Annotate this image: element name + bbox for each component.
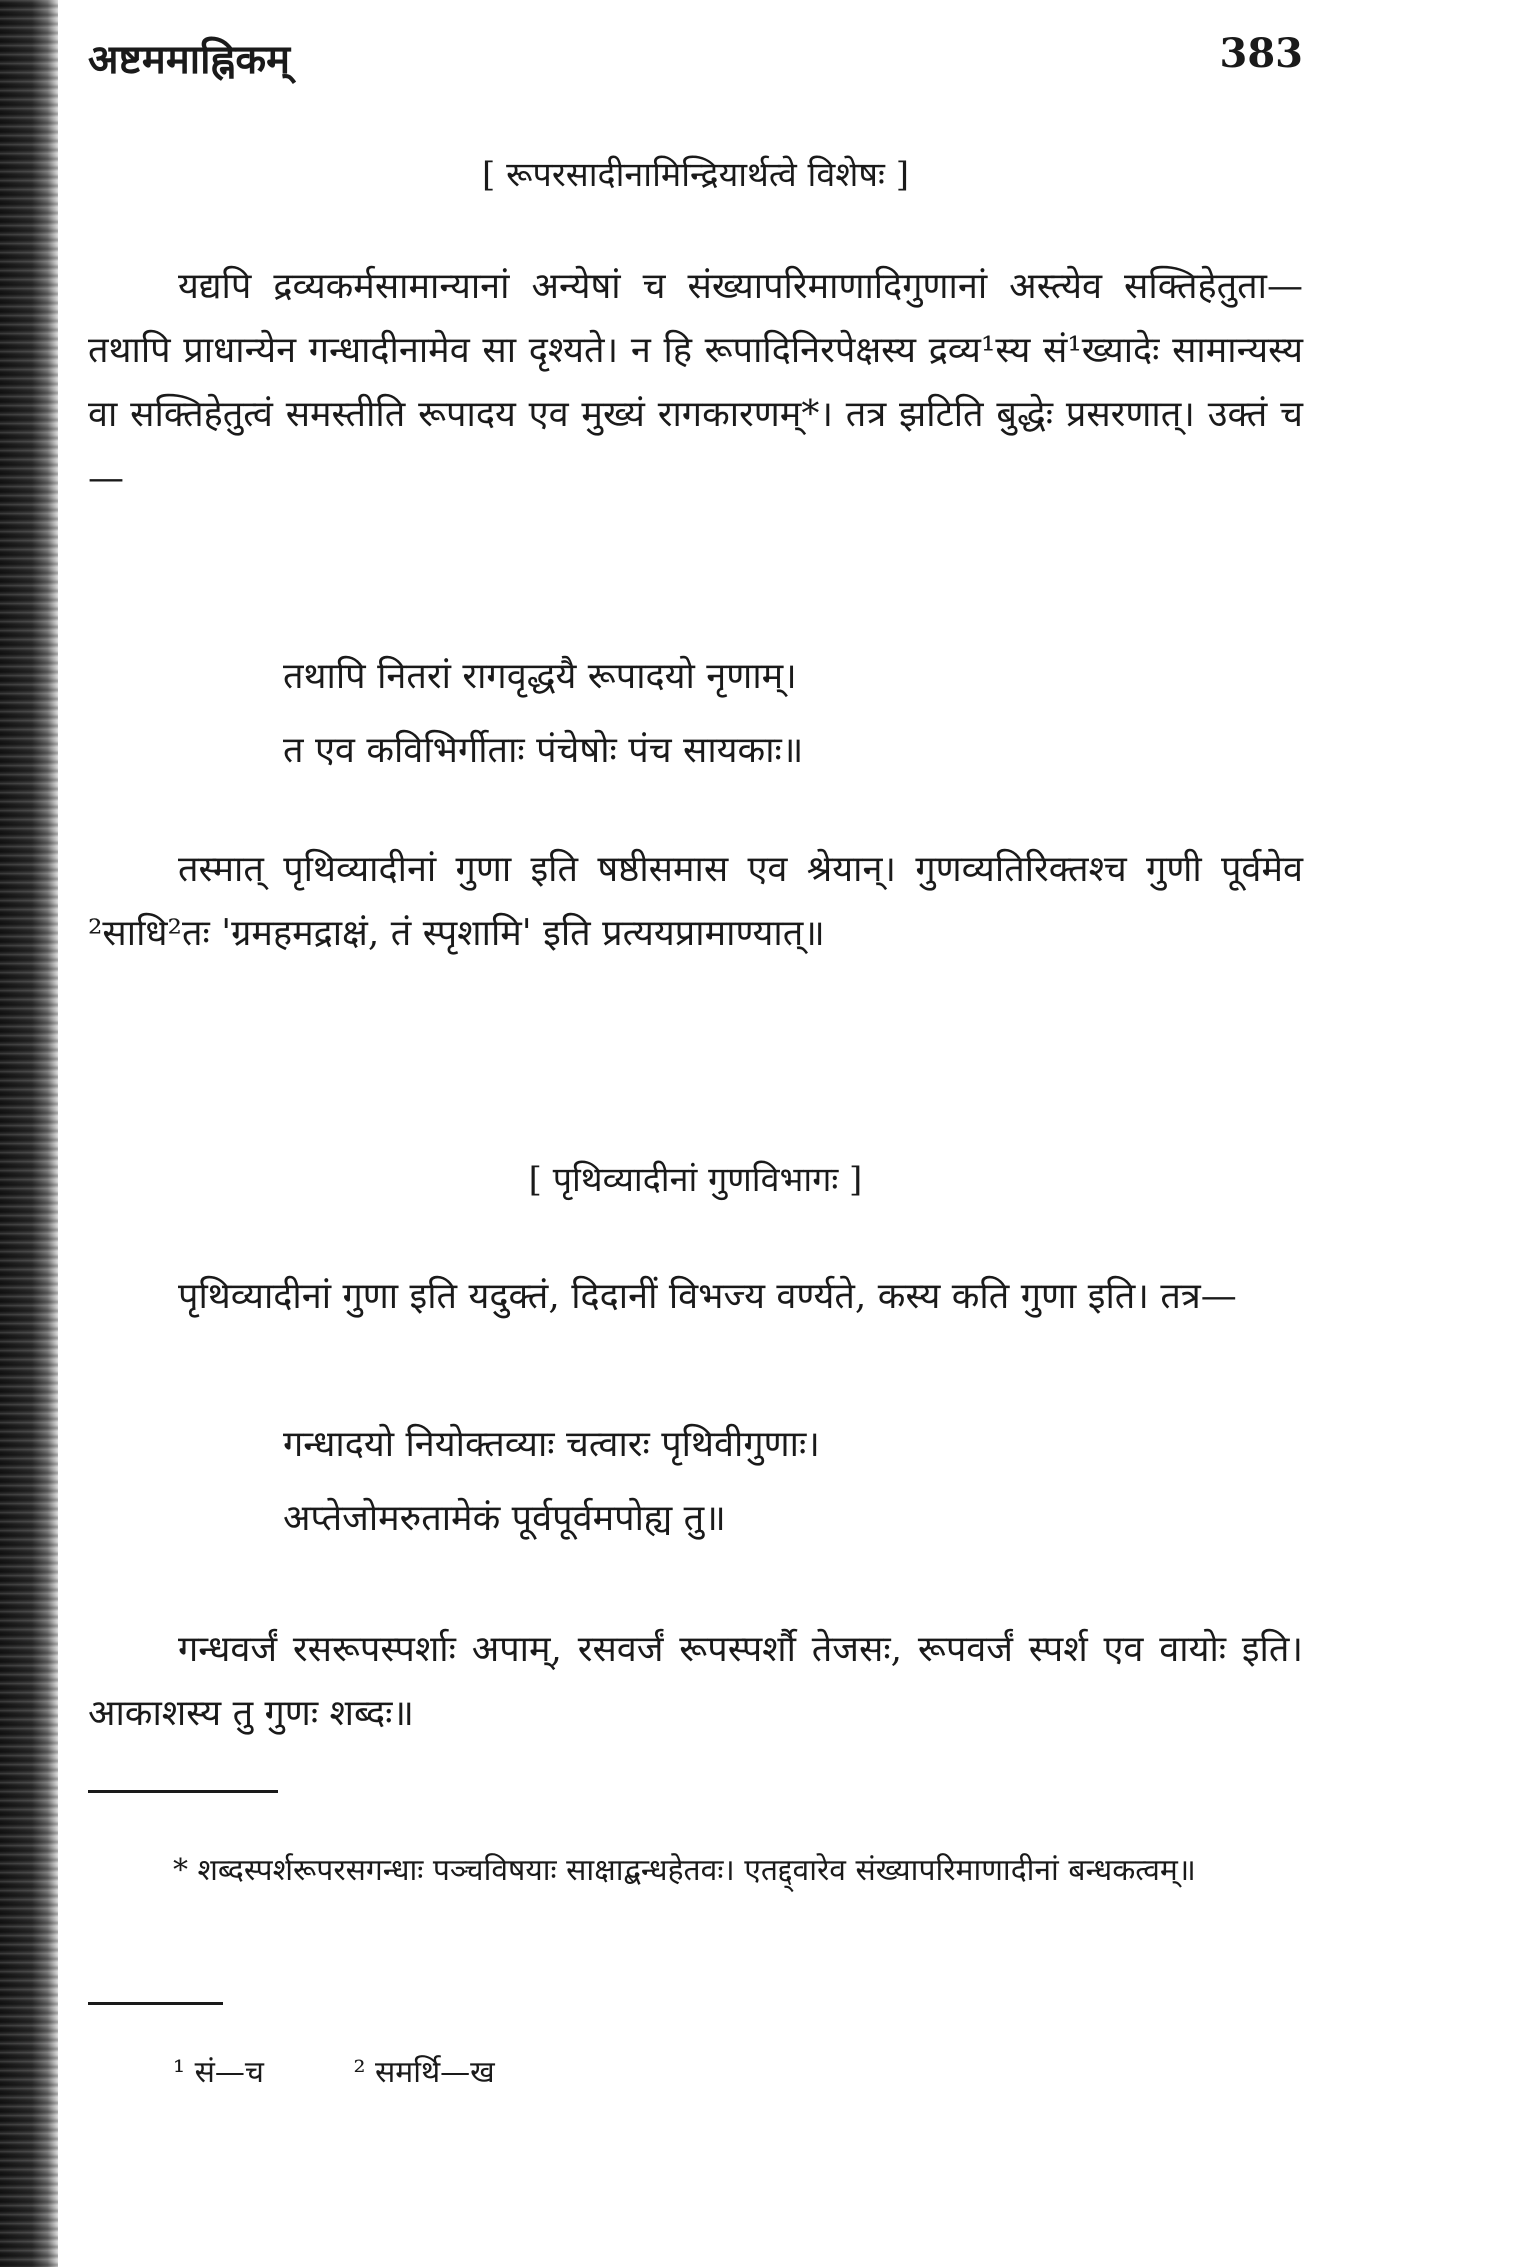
paragraph-2 — [88, 838, 1303, 966]
verse-2-line-1: गन्धादयो नियोक्तव्याः चत्वारः पृथिवीगुणाः। — [283, 1424, 820, 1465]
scan-binding-edge — [0, 0, 58, 2267]
variant-note-2: ² समर्थि—ख — [353, 2055, 495, 2090]
paragraph-3-text: पृथिव्यादीनां गुणा इति यदुक्तं, दिदानीं विभज्य वर्ण्यते, कस्य कति गुणा इति। तत्र— — [178, 1276, 1237, 1317]
paragraph-1 — [88, 255, 1303, 511]
section-heading-2: [ पृथिव्यादीनां गुणविभागः ] — [528, 1160, 863, 1200]
paragraph-4 — [88, 1618, 1303, 1746]
section-heading-1: [ रूपरसादीनामिन्द्रियार्थत्वे विशेषः ] — [482, 155, 909, 195]
verse-1-line-1: तथापि नितरां रागवृद्धयै रूपादयो नृणाम्। — [283, 656, 797, 697]
running-head: अष्टममाह्निकम् — [88, 36, 290, 83]
footnote-text: * शब्दस्पर्शरूपरसगन्धाः पञ्चविषयाः साक्षाद्बन्धहेतवः। एतद्द्वारेव संख्यापरिमाणादीनां बन्धकत्वम्॥ — [173, 1853, 1196, 1888]
verse-1-line-2: त एव कविभिर्गीताः पंचेषोः पंच सायकाः॥ — [283, 730, 804, 771]
variant-note-1: ¹ सं—च — [173, 2055, 264, 2090]
page-header — [88, 30, 1303, 90]
paragraph-4-text: गन्धवर्जं रसरूपस्पर्शाः अपाम्, रसवर्जं रूपस्पर्शौ तेजसः, रूपवर्जं स्पर्श एव वायोः इति। आकाशस्य तु गुणः शब्दः॥ — [88, 1629, 1303, 1734]
footnote — [88, 1838, 1303, 1904]
paragraph-3 — [88, 1265, 1303, 1329]
footnote-rule — [88, 1790, 278, 1793]
book-page — [88, 0, 1303, 2267]
page-number: 383 — [1219, 30, 1303, 77]
verse-1 — [283, 640, 1233, 788]
variant-rule — [88, 2002, 223, 2005]
verse-2-line-2: अप्तेजोमरुतामेकं पूर्वपूर्वमपोह्य तु॥ — [283, 1498, 726, 1539]
paragraph-1-text: यद्यपि द्रव्यकर्मसामान्यानां अन्येषां च संख्यापरिमाणादिगुणानां अस्त्येव सक्तिहेतुता—तथापि प्राधान्येन गन्धादीनामेव सा दृश्यते। न हि रूपादिनिरपेक्षस्य द्रव्य¹स्य सं¹ख्यादेः सामान्यस्य वा सक्तिहेतुत्वं समस्तीति रूपादय एव मुख्यं रागकारणम्*। तत्र झटिति बुद्धेः प्रसरणात्। उक्तं च— — [88, 266, 1303, 499]
paragraph-2-text: तस्मात् पृथिव्यादीनां गुणा इति षष्ठीसमास एव श्रेयान्। गुणव्यतिरिक्तश्च गुणी पूर्वमेव ²साधि²तः 'ग्रमहमद्राक्षं, तं स्पृशामि' इति प्रत्ययप्रामाण्यात्॥ — [88, 849, 1303, 954]
verse-2 — [283, 1408, 1233, 1556]
variant-notes — [173, 2050, 575, 2091]
